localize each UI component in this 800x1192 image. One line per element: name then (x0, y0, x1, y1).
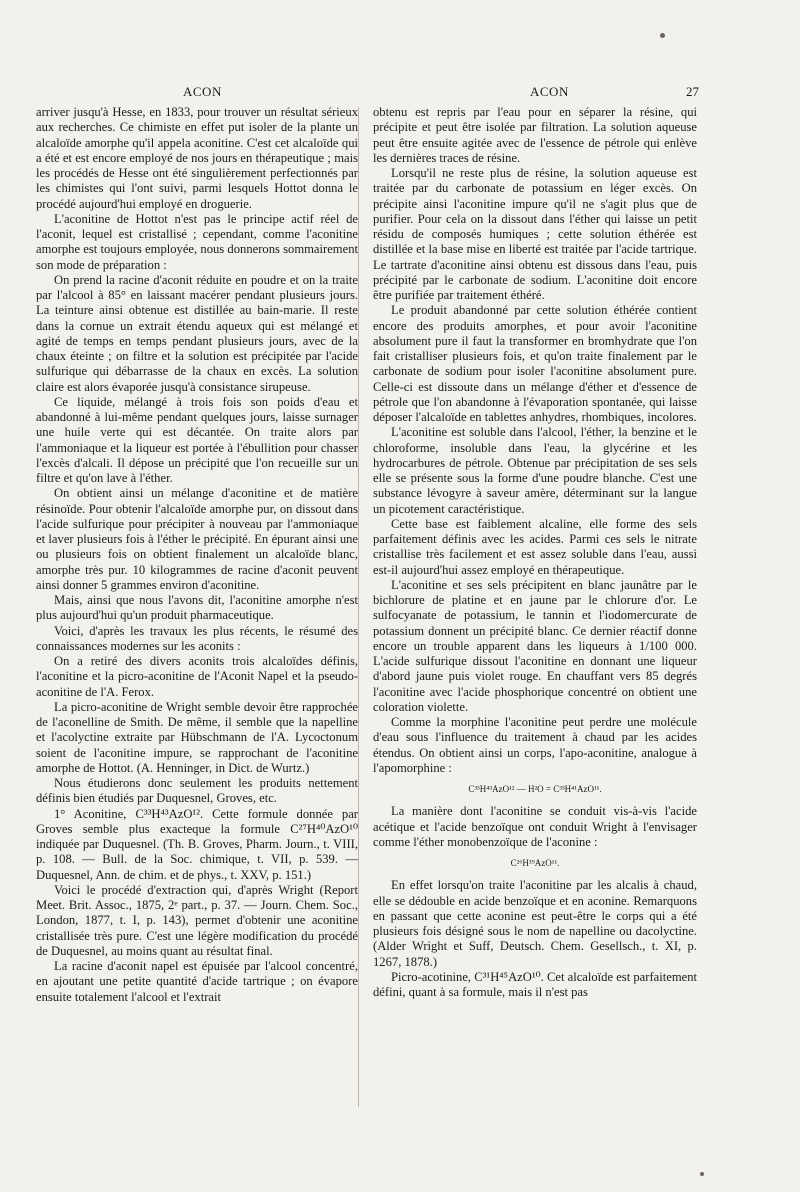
paragraph: Cette base est faiblement alcaline, elle forme des sels parfaitement définis avec les acides. Parmi ces sels le nitrate cristallise très facilement et est assez soluble dans l'eau, aussi est-il aujourd'hui assez employé en thérapeutique. (373, 516, 697, 577)
chemical-formula: C²⁶H³⁹AzO¹¹. (510, 858, 560, 868)
paragraph: Le produit abandonné par cette solution éthérée contient encore des produits amorphes, et pour avoir l'aconitine absolument pure il faut la transformer en bromhydrate que l'on fait cristalliser plusieurs fois, et qu'on traite finalement par le carbonate de sodium pour isoler l'aconitine absolument pure. Celle-ci est dissoute dans un mélange d'éther et d'essence de pétrole que l'on abandonne à l'évaporation spontanée, qui laisse déposer l'alcaloïde en tablettes anhydres, rhombiques, incolores. (373, 303, 697, 424)
ink-speck (660, 33, 665, 38)
paragraph: Mais, ainsi que nous l'avons dit, l'aconitine amorphe n'est plus aujourd'hui qu'un produit pharmaceutique. (36, 593, 358, 623)
running-head-right: ACON (530, 84, 569, 99)
paragraph: Nous étudierons donc seulement les produits nettement définis bien étudiés par Duquesnel, Groves, etc. (36, 776, 358, 806)
paragraph: L'aconitine est soluble dans l'alcool, l'éther, la benzine et le chloroforme, insoluble dans l'eau, la glycérine et les hydrocarbures de pétrole. Obtenue par précipitation de ses sels elle se présente sous la forme d'une poudre blanche. C'est une substance lévogyre à saveur amère, déterminant sur la langue un picotement caractéristique. (373, 425, 697, 516)
paragraph: La racine d'aconit napel est épuisée par l'alcool concentré, en ajoutant une petite quantité d'acide tartrique ; on évapore ensuite totalement l'alcool et l'extrait (36, 959, 358, 1004)
column-divider (358, 107, 359, 1107)
running-head-left: ACON (183, 84, 222, 99)
paragraph: Voici le procédé d'extraction qui, d'après Wright (Report Meet. Brit. Assoc., 1875, 2ᵉ part., p. 37. — Journ. Chem. Soc., London, 1877, t. I, p. 143), permet d'obtenir une aconitine cristallisée très pure. C'est une légère modification du procédé de Duquesnel, au moins quant au résultat final. (36, 882, 358, 958)
paragraph: En effet lorsqu'on traite l'aconitine par les alcalis à chaud, elle se dédouble en acide benzoïque et en aconine. Remarquons en passant que cette aconine est peut-être le corps qui a été plusieurs fois désigné sous le nom de napelline ou dacolyctine. (Alder Wright et Suff, Deutsch. Chem. Gesellsch., t. XI, p. 1267, 1878.) (373, 878, 697, 969)
ink-speck (700, 1172, 704, 1176)
paragraph: La manière dont l'aconitine se conduit vis-à-vis l'acide acétique et l'acide benzoïque ont conduit Wright à l'envisager comme l'éther monobenzoïque de l'aconine : (373, 804, 697, 849)
paragraph: Ce liquide, mélangé à trois fois son poids d'eau et abandonné à lui-même pendant quelques jours, laisse surnager une huile verte qui est décantée. On traite alors par l'ammoniaque et la liqueur est portée à l'ébullition pour chasser l'excès d'alcali. Il dépose un précipité que l'on recueille sur un filtre et qu'on lave à l'éther. (36, 394, 358, 485)
paragraph: On prend la racine d'aconit réduite en poudre et on la traite par l'alcool à 85° en laissant macérer pendant plusieurs jours. La teinture ainsi obtenue est distillée au bain-marie. Il reste dans la cornue un extrait étendu aqueux qui est mélangé et agité de temps en temps pendant plusieurs jours, avec de la chaux éteinte ; on filtre et la solution est précipitée par l'acide sulfurique qui débarrasse de la chaux en excès. La solution claire est alors évaporée jusqu'à consistance sirupeuse. (36, 272, 358, 394)
paragraph: Picro-acotinine, C³¹H⁴⁵AzO¹⁰. Cet alcaloïde est parfaitement défini, quant à sa formule, mais il n'est pas (373, 969, 697, 999)
paragraph: obtenu est repris par l'eau pour en séparer la résine, qui précipite et peut être isolée par filtration. La solution aqueuse peut être ensuite agitée avec de l'essence de pétrole qui enlève les dernières traces de résine. (373, 105, 697, 165)
paragraph: L'aconitine de Hottot n'est pas le principe actif réel de l'aconit, lequel est cristallisé ; cependant, comme l'aconitine amorphe est toujours employée, nous donnerons sommairement son mode de préparation : (36, 211, 358, 272)
paragraph: On a retiré des divers aconits trois alcaloïdes définis, l'aconitine et la picro-aconitine de l'Aconit Napel et la pseudo-aconitine de l'A. Ferox. (36, 654, 358, 699)
paragraph: 1° Aconitine, C³³H⁴³AzO¹². Cette formule donnée par Groves semble plus exacteque la formule C²⁷H⁴⁰AzO¹⁰ indiquée par Duquesnel. (Th. B. Groves, Pharm. Journ., t. VIII, p. 108. — Bull. de la Soc. chimique, t. VII, p. 539. — Duquesnel, Ann. de chim. et de phys., t. XXV, p. 151.) (36, 806, 358, 882)
paragraph: L'aconitine et ses sels précipitent en blanc jaunâtre par le bichlorure de platine et en jaune par le chlorure d'or. Le sulfocyanate de potassium, le tannin et l'iodomercurate de potassium donnent un précipité blanc. Ce dernier réactif donne encore un trouble apparent dans les liqueurs à 1/100 000. L'acide sulfurique dissout l'aconitine en donnant une liqueur d'abord jaune puis violet rouge. En chauffant vers 85 degrés l'aconitine avec l'acide phosphorique concentré on obtient une coloration violette. (373, 577, 697, 714)
chemical-formula: C³³H⁴³AzO¹² — H²O = C³³H⁴¹AzO¹¹. (468, 784, 602, 794)
paragraph: Voici, d'après les travaux les plus récents, le résumé des connaissances modernes sur les aconits : (36, 623, 358, 653)
left-column (36, 105, 358, 1005)
paragraph: arriver jusqu'à Hesse, en 1833, pour trouver un résultat sérieux aux recherches. Ce chimiste en effet put isoler de la plante un alcaloïde amorphe qu'il appela aconitine. C'est cet alcaloïde qui a été et est encore employé de nos jours en thérapeutique ; mais les procédés de Hesse ont été singulièrement perfectionnés par les chimistes qui l'ont suivi, parmi lesquels Hottot donna le procédé aujourd'hui employé en droguerie. (36, 105, 358, 211)
paragraph: On obtient ainsi un mélange d'aconitine et de matière résinoïde. Pour obtenir l'alcaloïde amorphe pur, on dissout dans l'acide sulfurique pour précipiter à nouveau par l'ammoniaque et laver plusieurs fois à l'éther le précipité. En épurant ainsi une ou plusieurs fois on obtient finalement un alcaloïde blanc, amorphe très pur. 10 kilogrammes de racine d'aconit peuvent ainsi donner 5 grammes environ d'aconitine. (36, 486, 358, 592)
page-number: 27 (686, 84, 699, 99)
paragraph: La picro-aconitine de Wright semble devoir être rapprochée de l'aconelline de Smith. De même, il semble que la napelline et l'acolyctine extraite par Hübschmann de l'A. Lycoctonum soient de l'aconitine impure, se rapprochant de l'aconitine amorphe de Hottot. (A. Henninger, in Dict. de Wurtz.) (36, 699, 358, 775)
paragraph: Lorsqu'il ne reste plus de résine, la solution aqueuse est traitée par du carbonate de potassium en léger excès. On précipite ainsi l'aconitine impure qu'il ne s'agit plus que de purifier. Pour cela on la dissout dans l'éther qui laisse un petit résidu de composés humiques ; cette solution éthérée est distillée et la base mise en liberté est traitée par l'acide tartrique. Le tartrate d'aconitine ainsi obtenu est dissous dans l'eau, puis précipité par le carbonate de sodium. L'aconitine doit encore être purifiée par traitement éthéré. (373, 166, 697, 302)
paragraph: Comme la morphine l'aconitine peut perdre une molécule d'eau sous l'influence du traitement à chaud par les acides étendus. On obtient ainsi un corps, l'apo-aconitine, analogue à l'apomorphine : (373, 715, 697, 775)
right-column (373, 105, 697, 1000)
